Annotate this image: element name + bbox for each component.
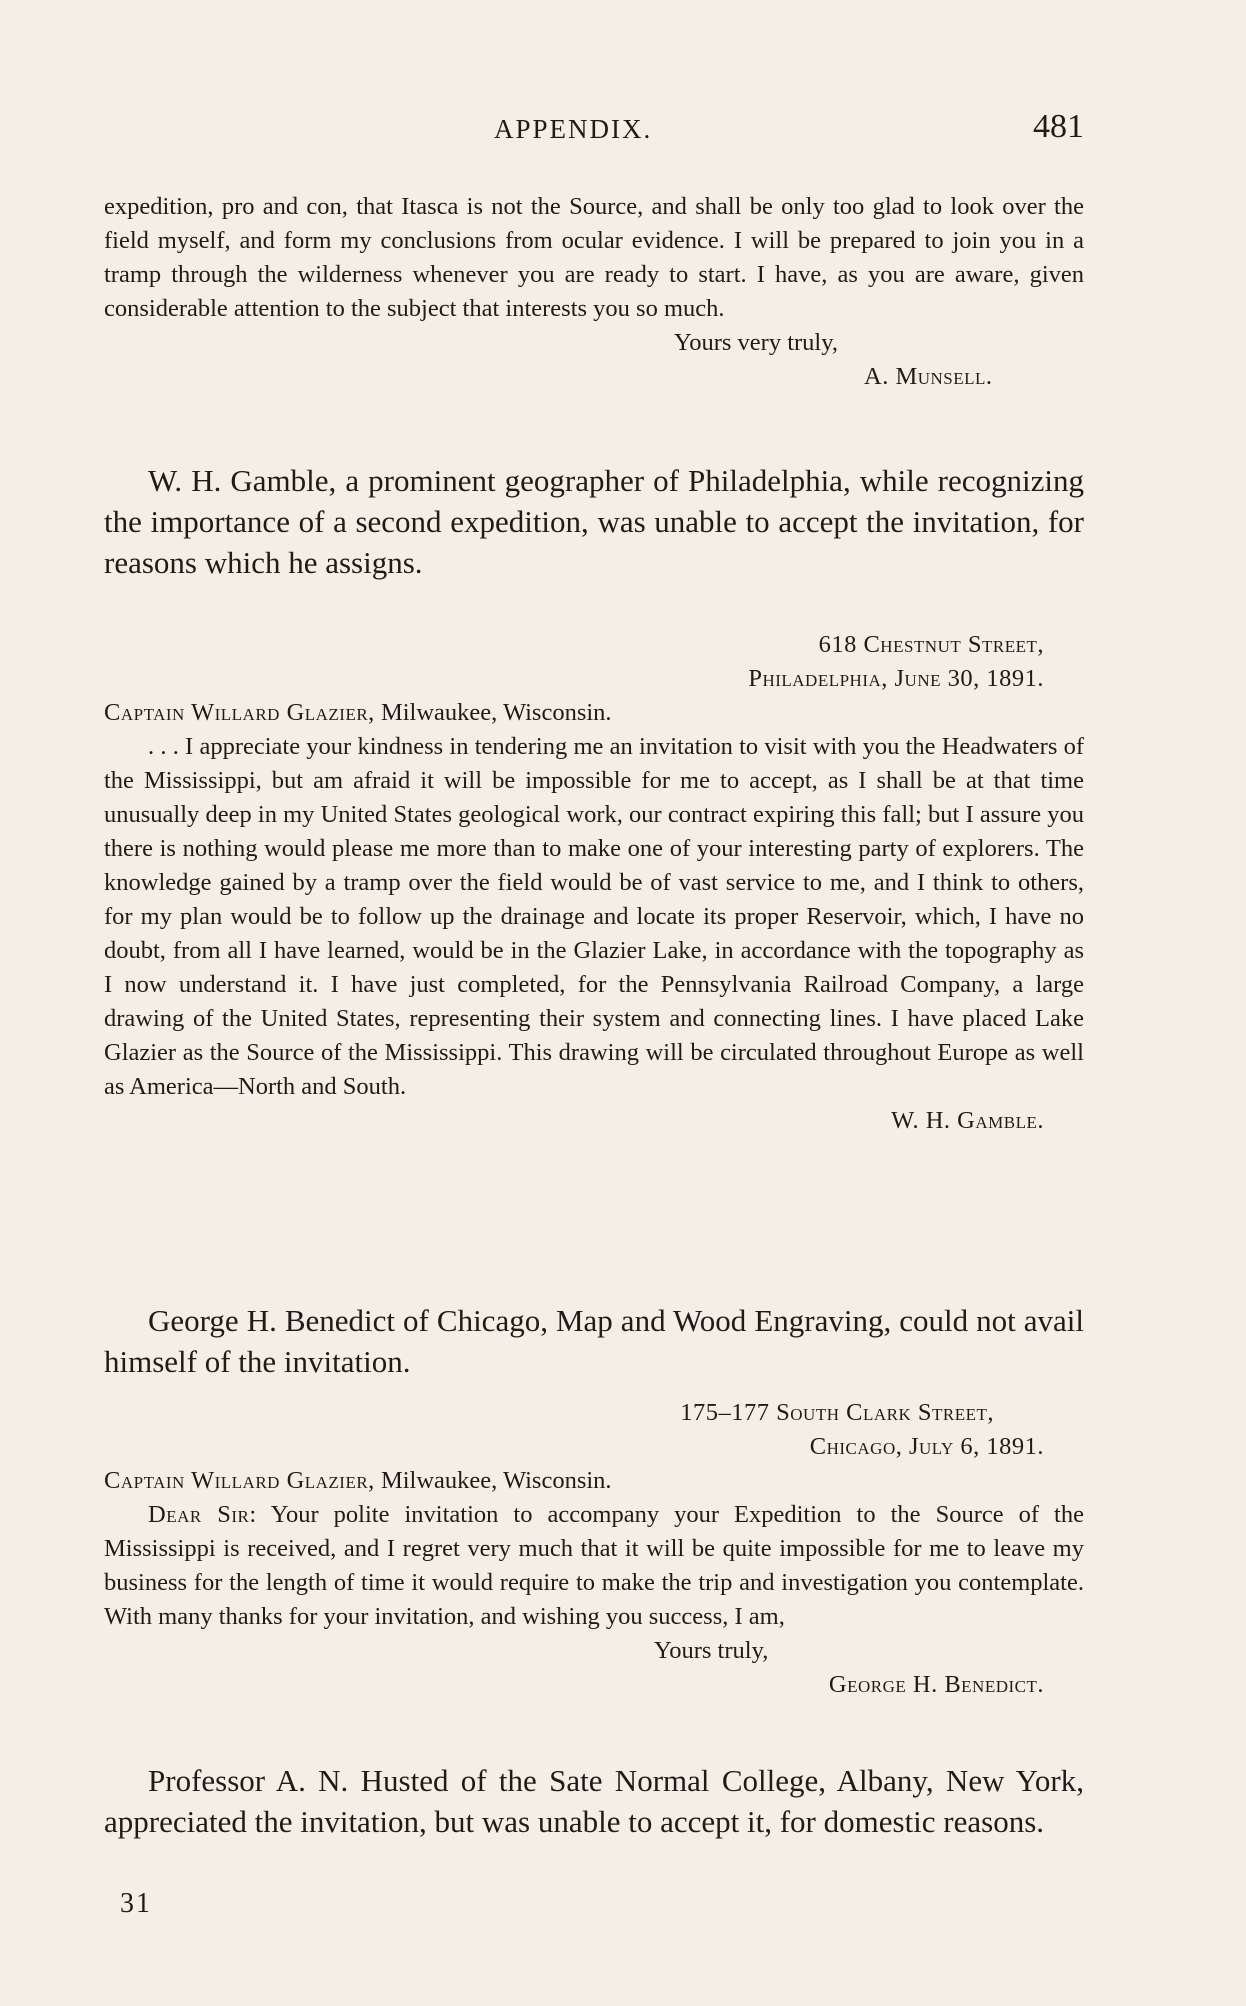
benedict-address-line2: Chicago, July 6, 1891. <box>809 1433 1044 1460</box>
benedict-address-line1: 175–177 South Clark Street, <box>680 1399 994 1426</box>
running-head: APPENDIX. <box>494 114 653 144</box>
page-header <box>104 108 1084 152</box>
gamble-intro <box>104 460 1084 583</box>
benedict-recipient-name: Captain Willard Glazier, <box>104 1467 375 1494</box>
benedict-signature: George H. Benedict. <box>828 1671 1044 1698</box>
benedict-recipient-location: Milwaukee, Wisconsin. <box>374 1467 612 1494</box>
signature-mark: 31 <box>120 1888 152 1919</box>
munsell-signature: A. Munsell. <box>864 363 993 390</box>
benedict-intro-text: George H. Benedict of Chicago, Map and Wood Engraving, could not avail himself of the invitation. <box>104 1303 1084 1379</box>
gamble-signature: W. H. Gamble. <box>891 1107 1044 1134</box>
benedict-letter <box>104 1396 1084 1702</box>
munsell-letter <box>104 190 1084 394</box>
gamble-recipient-name: Captain Willard Glazier, <box>104 699 375 726</box>
benedict-salutation: Dear Sir: <box>148 1501 257 1528</box>
benedict-letter-body <box>104 1498 1084 1634</box>
munsell-closing: Yours very truly, <box>674 329 839 356</box>
gamble-letter <box>104 628 1084 1138</box>
benedict-closing: Yours truly, <box>654 1637 769 1664</box>
husted-intro <box>104 1760 1084 1842</box>
gamble-recipient-location: Milwaukee, Wisconsin. <box>374 699 612 726</box>
benedict-recipient <box>104 1464 1084 1498</box>
gamble-recipient <box>104 696 1084 730</box>
gamble-address-line1: 618 Chestnut Street, <box>818 631 1044 658</box>
benedict-body-text: Your polite invitation to accompany your Expedition to the Source of the Mississippi is received, and I regret very much that it will be quite impossible for me to leave my business for the length of time it would require to make the trip and investigation you contemplate. With many thanks for your invitation, and wishing you success, I am, <box>104 1501 1084 1630</box>
munsell-letter-body: expedition, pro and con, that Itasca is not the Source, and shall be only too glad to look over the field myself, and form my conclusions from ocular evidence. I will be prepared to join you in a tramp through the wilderness whenever you are ready to start. I have, as you are aware, given considerable attention to the subject that interests you so much. <box>104 193 1084 322</box>
gamble-intro-text: W. H. Gamble, a prominent geographer of Philadelphia, while recognizing the importance of a second expedition, was unable to accept the invitation, for reasons which he assigns. <box>104 463 1084 580</box>
husted-intro-text: Professor A. N. Husted of the Sate Normal College, Albany, New York, appreciated the invitation, but was unable to accept it, for domestic reasons. <box>104 1763 1084 1839</box>
gamble-letter-body: . . . I appreciate your kindness in tendering me an invitation to visit with you the Headwaters of the Mississippi, but am afraid it will be impossible for me to accept, as I shall be at that time unusually deep in my United States geological work, our contract expiring this fall; but I assure you there is nothing would please me more than to make one of your interesting party of explorers. The knowledge gained by a tramp over the field would be of vast service to me, and I think to others, for my plan would be to follow up the drainage and locate its proper Reservoir, which, I have no doubt, from all I have learned, would be in the Glazier Lake, in accordance with the topography as I now understand it. I have just completed, for the Pennsylvania Railroad Company, a large drawing of the United States, representing their system and connecting lines. I have placed Lake Glazier as the Source of the Mississippi. This drawing will be circulated throughout Europe as well as America—North and South. <box>104 733 1084 1100</box>
gamble-address-line2: Philadelphia, June 30, 1891. <box>748 665 1044 692</box>
benedict-intro <box>104 1300 1084 1382</box>
page-number: 481 <box>1033 108 1084 145</box>
